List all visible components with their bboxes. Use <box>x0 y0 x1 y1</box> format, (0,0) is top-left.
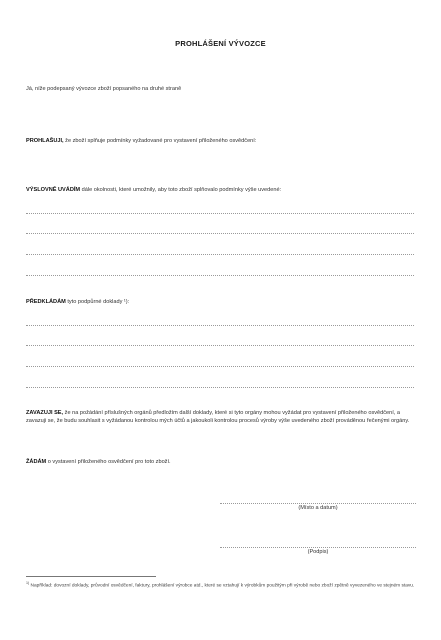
circumstances-line-2[interactable] <box>26 233 414 234</box>
place-date-line[interactable] <box>220 503 416 504</box>
declare-text: že zboží splňuje podmínky vyžadované pro vystavení přiloženého osvědčení: <box>63 138 257 144</box>
declare-paragraph <box>26 137 416 145</box>
documents-text: tyto podpůrné doklady ¹): <box>65 299 130 305</box>
documents-line-4[interactable] <box>26 387 414 388</box>
request-text: o vystavení přiloženého osvědčení pro toto zboží. <box>46 459 171 465</box>
documents-line-3[interactable] <box>26 366 414 367</box>
undertake-heading: ZAVAZUJI SE, <box>26 410 64 416</box>
documents-line-2[interactable] <box>26 345 414 346</box>
footnote-rule <box>26 576 156 577</box>
intro-text: Já, níže podepsaný vývozce zboží popsaného na druhé straně <box>26 86 182 92</box>
footnote <box>26 580 418 590</box>
circumstances-text: dále okolnosti, které umožnily, aby toto zboží splňovalo podmínky výše uvedené: <box>80 187 282 193</box>
documents-heading: PŘEDKLÁDÁM <box>26 299 66 305</box>
documents-paragraph <box>26 298 416 306</box>
signature-line[interactable] <box>220 547 416 548</box>
undertake-paragraph <box>26 409 416 425</box>
circumstances-line-3[interactable] <box>26 254 414 255</box>
circumstances-line-4[interactable] <box>26 275 414 276</box>
page-title: PROHLÁŠENÍ VÝVOZCE <box>175 39 266 48</box>
signature-label: (Podpis) <box>307 549 329 555</box>
footnote-text: Například: dovozní doklady, průvodní osvědčení, faktury, prohlášení výrobce atd., které se vztahují k výrobkům použitým při výrobě nebo zboží zpětně vyvezeného ve stejném stavu. <box>29 583 415 589</box>
request-paragraph <box>26 458 416 466</box>
footnote-mark: 1) <box>26 581 30 585</box>
circumstances-paragraph <box>26 186 416 194</box>
undertake-text: že na požádání příslušných orgánů předložím další doklady, které si tyto orgány mohou vyžádat pro vystavení přiloženého osvědčení, a zavazuji se, že budu souhlasit s vyžádanou kontrolou mých účtů a jakoukoli kontrolou procesů výroby výše uvedeného zboží prováděnou řečenými orgány. <box>26 410 410 425</box>
circumstances-line-1[interactable] <box>26 213 414 214</box>
documents-line-1[interactable] <box>26 325 414 326</box>
circumstances-heading: VÝSLOVNĚ UVÁDÍM <box>26 187 81 193</box>
declare-heading: PROHLAŠUJI, <box>26 138 64 144</box>
request-heading: ŽÁDÁM <box>26 459 47 465</box>
place-date-label: (Místo a datum) <box>298 505 338 511</box>
